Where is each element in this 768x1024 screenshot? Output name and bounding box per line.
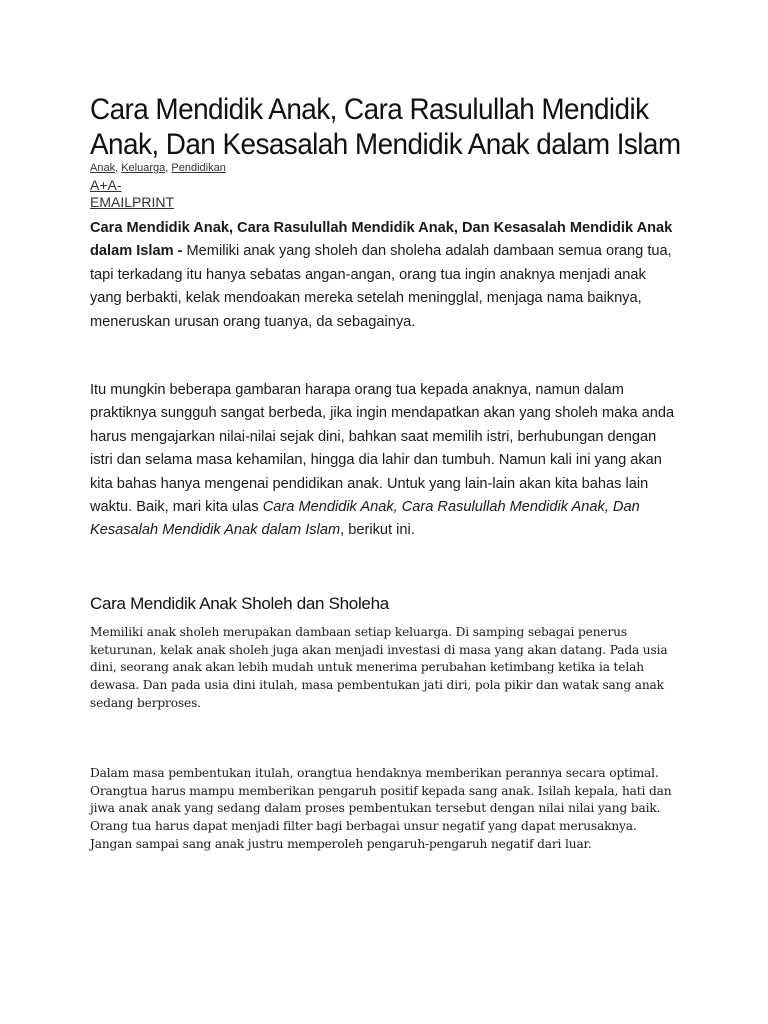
paragraph-2-italic: Cara Mendidik Anak, Cara Rasulullah Mendidik Anak, Dan Kesasalah Mendidik Anak dalam Islam — [90, 499, 640, 539]
intro-bold-lead: Cara Mendidik Anak, Cara Rasulullah Mendidik Anak, Dan Kesasalah Mendidik Anak dalam Islam - — [90, 220, 673, 260]
intro-paragraph — [90, 217, 680, 334]
font-size-tools — [90, 177, 680, 194]
section-paragraph-1: Memiliki anak sholeh merupakan dambaan setiap keluarga. Di samping sebagai penerus keturunan, kelak anak sholeh juga akan menjadi investasi di masa yang akan datang. Pada usia dini, seorang anak akan lebih mudah untuk menerima perubahan ketimbang ketika ia telah dewasa. Dan pada usia dini itulah, masa pembentukan jati diri, pola pikir dan watak sang anak sedang berproses. — [90, 624, 668, 711]
share-tools — [90, 194, 680, 211]
article-title: Cara Mendidik Anak, Cara Rasulullah Mendidik Anak, Dan Kesasalah Mendidik Anak dalam Islam — [90, 93, 681, 161]
paragraph-2-text: Itu mungkin beberapa gambaran harapa orang tua kepada anaknya, namun dalam praktiknya sungguh sangat berbeda, jika ingin mendapatkan akan yang sholeh maka anda harus mengajarkan nilai-nilai sejak dini, bahkan saat memilih istri, berhubungan dengan istri dan selama masa kehamilan, hingga dia lahir dan tumbuh. Namun kali ini yang akan kita bahas hanya mengenai pendidikan anak. Untuk yang lain-lain akan kita bahas lain waktu. Baik, mari kita ulas — [90, 382, 675, 516]
category-link-keluarga[interactable]: Keluarga — [121, 162, 166, 174]
category-separator: , — [115, 162, 122, 174]
intro-text: Memiliki anak yang sholeh dan sholeha adalah dambaan semua orang tua, tapi terkadang itu hanya sebatas angan-angan, orang tua ingin anaknya menjadi anak yang berbakti, kelak mendoakan mereka setelah meningglal, menjaga nama baiknya, meneruskan urusan orang tuanya, da sebagainya. — [90, 243, 672, 330]
paragraph-2-end: , berikut ini. — [340, 522, 415, 539]
article — [90, 92, 680, 854]
category-link-pendidikan[interactable]: Pendidikan — [171, 162, 226, 174]
section-heading: Cara Mendidik Anak Sholeh dan Sholeha — [90, 593, 389, 613]
section-paragraph-2: Dalam masa pembentukan itulah, orangtua hendaknya memberikan perannya secara optimal. Orangtua harus mampu memberikan pengaruh positif kepada sang anak. Isilah kepala, hati dan jiwa anak anak yang sedang dalam proses pembentukan tersebut dengan nilai nilai yang baik. Orang tua harus dapat menjadi filter bagi berbagai unsur negatif yang dapat merusaknya. Jangan sampai sang anak justru memperoleh pengaruh-pengaruh negatif dari luar. — [90, 765, 672, 852]
category-link-anak[interactable]: Anak — [90, 162, 116, 174]
paragraph-2 — [90, 379, 680, 543]
font-size-toggle[interactable]: A+A- — [90, 177, 122, 193]
category-separator: , — [165, 162, 172, 174]
email-print-link[interactable]: EMAILPRINT — [90, 194, 175, 210]
category-links — [90, 161, 680, 175]
